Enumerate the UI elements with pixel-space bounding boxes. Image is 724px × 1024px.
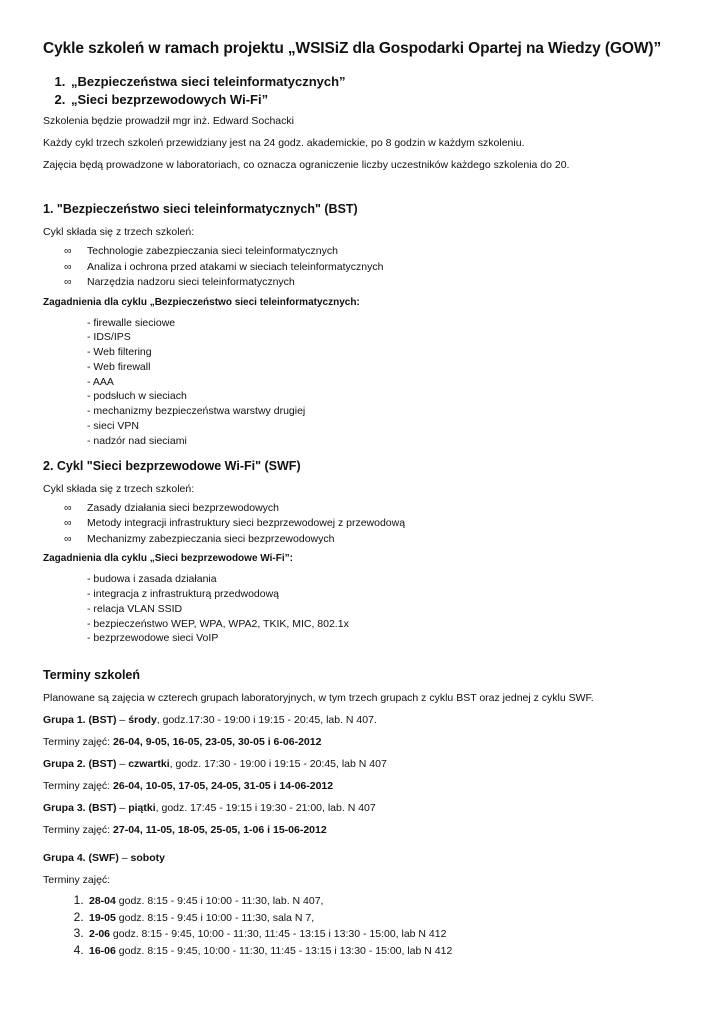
swf-consists: Cykl składa się z trzech szkoleń: <box>43 482 195 495</box>
list-item: - integracja z infrastrukturą przedwodową <box>87 587 280 600</box>
swf-topics-heading: Zagadnienia dla cyklu „Sieci bezprzewodowe Wi-Fi”: <box>43 553 293 565</box>
program-item: 1. „Bezpieczeństwa sieci teleinformatycznych” <box>69 74 693 89</box>
group-3-dates: Terminy zajęć: 27-04, 11-05, 18-05, 25-05, 1-06 i 15-06-2012 <box>43 824 327 837</box>
schedule-intro: Planowane są zajęcia w czterech grupach laboratoryjnych, w tym trzech grupach z cyklu BST oraz jednej z cyklu SWF. <box>43 692 594 705</box>
group-2-dates: Terminy zajęć: 26-04, 10-05, 17-05, 24-05, 31-05 i 14-06-2012 <box>43 780 334 793</box>
list-item: ∞ Analiza i ochrona przed atakami w sieciach teleinformatycznych <box>43 260 693 276</box>
group-4-sessions <box>43 893 693 959</box>
group-1-dates: Terminy zajęć: 26-04, 9-05, 16-05, 23-05, 30-05 i 6-06-2012 <box>43 736 322 749</box>
list-item: - IDS/IPS <box>87 331 131 344</box>
list-item: 4. 16-06 godz. 8:15 - 9:45, 10:00 - 11:30, 11:45 - 13:15 i 13:30 - 15:00, lab N 412 <box>87 943 693 960</box>
list-item: ∞ Zasady działania sieci bezprzewodowych <box>43 501 693 517</box>
schedule-heading: Terminy szkoleń <box>43 668 141 683</box>
list-item: ∞ Technologie zabezpieczania sieci teleinformatycznych <box>43 244 693 260</box>
program-list <box>43 74 693 107</box>
list-item: - relacja VLAN SSID <box>87 602 183 615</box>
infinity-bullet-icon: ∞ <box>64 501 72 514</box>
lab-text: Zajęcia będą prowadzone w laboratoriach, co oznacza ograniczenie liczby uczestników każdego szkolenia do 20. <box>43 159 570 171</box>
infinity-bullet-icon: ∞ <box>64 517 72 530</box>
bst-course-list <box>43 244 693 291</box>
document-title: Cykle szkoleń w ramach projektu „WSISiZ dla Gospodarki Opartej na Wiedzy (GOW)” <box>43 40 662 57</box>
infinity-bullet-icon: ∞ <box>64 260 72 273</box>
list-item: ∞ Narzędzia nadzoru sieci teleinformatycznych <box>43 275 693 291</box>
infinity-bullet-icon: ∞ <box>64 245 72 257</box>
list-item: - Web filtering <box>87 346 152 359</box>
list-item: - AAA <box>87 375 114 388</box>
bst-consists: Cykl składa się z trzech szkoleń: <box>43 226 195 238</box>
bst-topics-heading: Zagadnienia dla cyklu „Bezpieczeństwo sieci teleinformatycznych: <box>43 296 360 308</box>
list-item: - bezpieczeństwo WEP, WPA, WPA2, TKIK, MIC, 802.1x <box>87 617 349 630</box>
swf-topic-list <box>43 572 693 646</box>
program-item: 2. „Sieci bezprzewodowych Wi-Fi” <box>69 92 693 107</box>
list-item: - budowa i zasada działania <box>87 573 217 586</box>
bst-topic-list <box>43 316 693 449</box>
list-item: - firewalle sieciowe <box>87 316 176 329</box>
swf-course-list <box>43 501 693 548</box>
list-item: - mechanizmy bezpieczeństwa warstwy drugiej <box>87 405 306 418</box>
list-item: - podsłuch w sieciach <box>87 390 187 403</box>
group-2-line: Grupa 2. (BST) – czwartki, godz. 17:30 - 19:00 i 19:15 - 20:45, lab N 407 <box>43 758 387 771</box>
group-1-line: Grupa 1. (BST) – środy, godz.17:30 - 19:00 i 19:15 - 20:45, lab. N 407. <box>43 714 377 727</box>
infinity-bullet-icon: ∞ <box>64 276 72 288</box>
hours-text: Każdy cykl trzech szkoleń przewidziany jest na 24 godz. akademickie, po 8 godzin w każdym szkoleniu. <box>43 137 525 149</box>
document-page <box>43 40 693 959</box>
list-item: 2. 19-05 godz. 8:15 - 9:45 i 10:00 - 11:30, sala N 7, <box>87 910 693 927</box>
group-3-line: Grupa 3. (BST) – piątki, godz. 17:45 - 19:15 i 19:30 - 21:00, lab. N 407 <box>43 802 376 815</box>
list-item: ∞ Metody integracji infrastruktury sieci bezprzewodowej z przewodową <box>43 516 693 532</box>
list-item: - bezprzewodowe sieci VoIP <box>87 632 219 645</box>
group-4-line: Grupa 4. (SWF) – soboty <box>43 852 165 865</box>
list-item: 1. 28-04 godz. 8:15 - 9:45 i 10:00 - 11:30, lab. N 407, <box>87 893 693 910</box>
instructor-text: Szkolenia będzie prowadził mgr inż. Edward Sochacki <box>43 115 294 127</box>
list-item: - Web firewall <box>87 360 151 373</box>
list-item: ∞ Mechanizmy zabezpieczania sieci bezprzewodowych <box>43 532 693 548</box>
list-item: 3. 2-06 godz. 8:15 - 9:45, 10:00 - 11:30, 11:45 - 13:15 i 13:30 - 15:00, lab N 412 <box>87 926 693 943</box>
group-4-label: Terminy zajęć: <box>43 874 111 887</box>
list-item: - sieci VPN <box>87 420 139 433</box>
swf-heading: 2. Cykl "Sieci bezprzewodowe Wi-Fi" (SWF) <box>43 458 301 473</box>
bst-heading: 1. "Bezpieczeństwo sieci teleinformatycznych" (BST) <box>43 202 358 216</box>
infinity-bullet-icon: ∞ <box>64 532 72 545</box>
list-item: - nadzór nad sieciami <box>87 434 187 447</box>
